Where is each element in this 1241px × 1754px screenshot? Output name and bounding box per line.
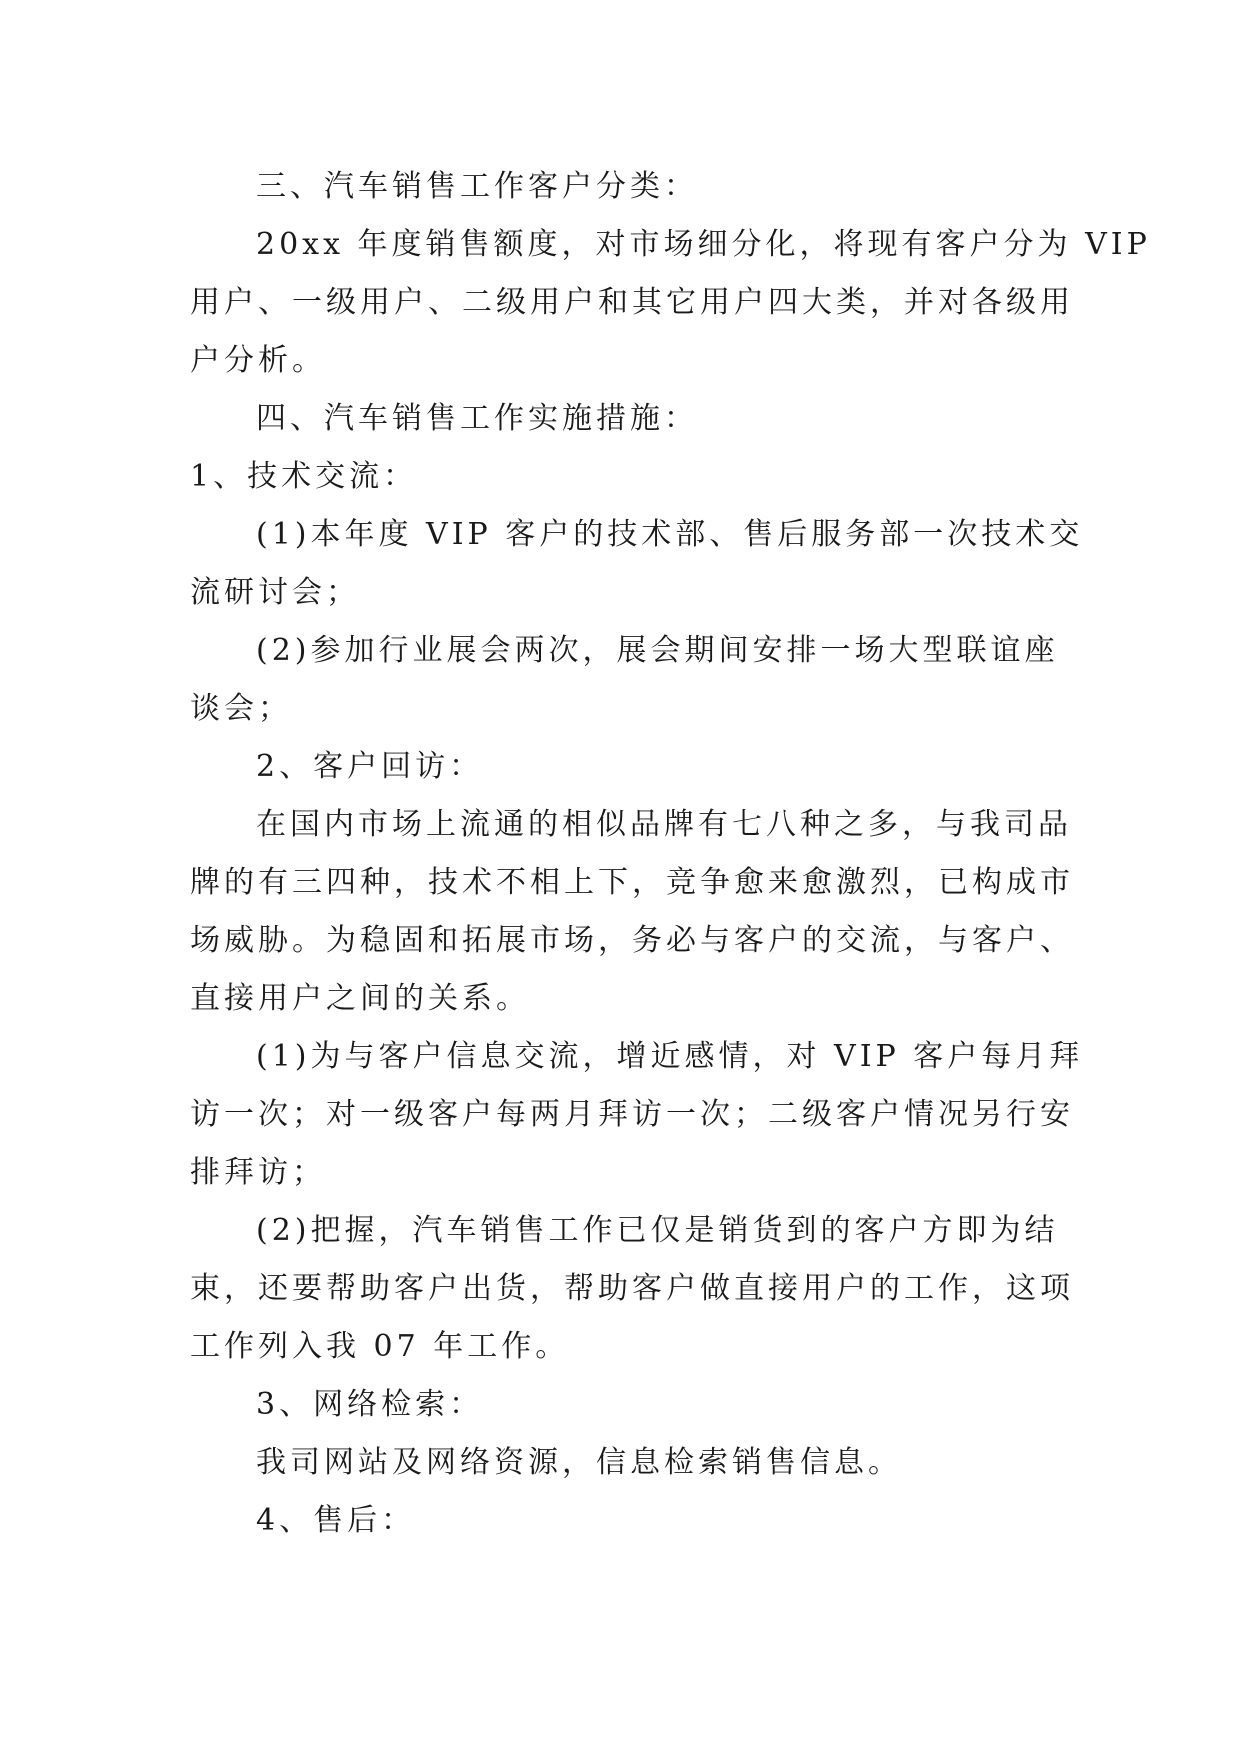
list-item-line: (1)为与客户信息交流，增近感情，对 VIP 客户每月拜 (256, 1039, 1084, 1074)
paragraph-line: 直接用户之间的关系。 (190, 981, 530, 1016)
paragraph-line: 我司网站及网络资源，信息检索销售信息。 (256, 1445, 902, 1480)
paragraph-line: 20xx 年度销售额度，对市场细分化，将现有客户分为 VIP (256, 227, 1151, 262)
list-item-line: 访一次；对一级客户每两月拜访一次；二级客户情况另行安 (190, 1097, 1074, 1132)
paragraph-line: 在国内市场上流通的相似品牌有七八种之多，与我司品 (256, 807, 1072, 842)
list-item-line: 流研讨会； (190, 575, 360, 610)
list-item-line: 工作列入我 07 年工作。 (190, 1329, 570, 1364)
paragraph-line: 场威胁。为稳固和拓展市场，务必与客户的交流，与客户、 (190, 923, 1074, 958)
list-item-line: (2)把握，汽车销售工作已仅是销货到的客户方即为结 (256, 1213, 1059, 1248)
list-item-line: (2)参加行业展会两次，展会期间安排一场大型联谊座 (256, 633, 1059, 668)
list-item-line: (1)本年度 VIP 客户的技术部、售后服务部一次技术交 (256, 517, 1084, 552)
paragraph-line: 用户、一级用户、二级用户和其它用户四大类，并对各级用 (190, 285, 1074, 320)
document-body (190, 158, 1151, 1550)
paragraph-line: 户分析。 (190, 343, 326, 378)
subheading-technical-exchange: 1、技术交流： (190, 459, 418, 494)
subheading-after-sales: 4、售后： (256, 1503, 416, 1538)
heading-implementation-measures: 四、汽车销售工作实施措施： (256, 401, 698, 436)
heading-customer-classification: 三、汽车销售工作客户分类： (256, 169, 698, 204)
paragraph-line: 牌的有三四种，技术不相上下，竞争愈来愈激烈，已构成市 (190, 865, 1074, 900)
list-item-line: 谈会； (190, 691, 292, 726)
list-item-line: 束，还要帮助客户出货，帮助客户做直接用户的工作，这项 (190, 1271, 1074, 1306)
subheading-customer-revisit: 2、客户回访： (256, 749, 484, 784)
subheading-network-search: 3、网络检索： (256, 1387, 484, 1422)
list-item-line: 排拜访； (190, 1155, 326, 1190)
